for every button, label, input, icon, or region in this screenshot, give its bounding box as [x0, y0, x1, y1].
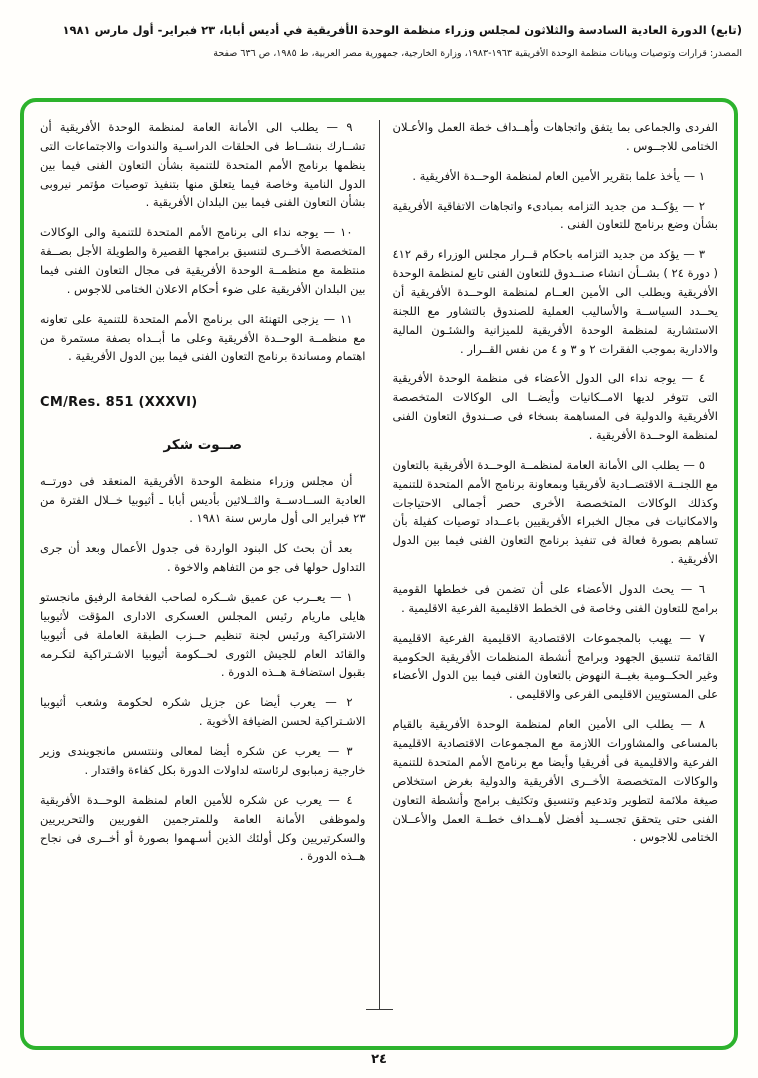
- paragraph: ٣ — يعرب عن شكره أيضا لمعالى وننتسس مانجويندى وزير خارجية زمبابوى لرئاسته لداولات الدورة بكل كفاءة واقتدار .: [40, 744, 366, 777]
- paragraph: ٩ — يطلب الى الأمانة العامة لمنظمة الوحدة الأفريقية أن تشــارك بنشــاط فى الحلقات الدراسـية والندوات والاجتماعات التى ينظمها برنامج الأمم المتحدة للتنمية بشأن التعاون الفنى فيما بين الدول النامية وخاصة فيما يتعلق منها بتنفيذ توصيات مؤتمر نيروبى بشأن التعاون الفنى فيما بين البلدان الأفريقية .: [40, 120, 366, 210]
- paragraph: ٤ — يوجه نداء الى الدول الأعضاء فى منظمة الوحدة الأفريقية التى تتوفر لديها الامــكانيات وأيضــا الى الوكالات المتخصصة الأفريقية والدولية فى المساهمة بسخاء فى صــندوق التعاون الفنى لمنظمة الوحــدة الأفريقية .: [392, 371, 718, 443]
- paragraph: ٥ — يطلب الى الأمانة العامة لمنظمــة الوحــدة الأفريقية بالتعاون مع اللجنــة الاقتصــادية لأفريقيا وبمعاونة برنامج الأمم المتحدة للتنمية وكذلك الوكالات المتخصصة الأخرى حصر أجمالى الاحتياجات والامكانيات فى مجال الخبراء الأفريقيين باعــداد توصيات كفيلة بأن تساهم بصورة فعالة فى تنفيذ برنامج التعاون الفنى فيما بين الدول الأفريقية .: [392, 457, 718, 567]
- header-source: المصدر: قرارات وتوصيات وبيانات منظمة الوحدة الأفريقية ١٩٦٣-١٩٨٣، وزارة الخارجية، جمهورية مصر العربية، ط ١٩٨٥، ص ٦٣٦ صفحة: [213, 48, 742, 60]
- two-column-layout: [40, 118, 718, 1036]
- column-divider: [379, 120, 380, 1010]
- header-title: (تابع) الدورة العادية السادسة والثلاثون لمجلس وزراء منظمة الوحدة الأفريقية في أديس أبابا، ٢٣ فبراير- أول مارس ١٩٨١: [62, 23, 742, 37]
- paragraph: بعد أن بحث كل البنود الواردة فى جدول الأعمال وبعد أن جرى التداول حولها فى جو من التفاهم والاخوة .: [40, 541, 366, 575]
- page-number: ٢٤: [371, 1052, 387, 1067]
- document-header: [16, 22, 742, 59]
- paragraph: ١٠ — يوجه نداء الى برنامج الأمم المتحدة للتنمية والى الوكالات المتخصصة الأخــرى لتنسيق برامجها القصيرة والطويلة الأجل بصــفة منتظمة مع منظمــة الوحدة الأفريقية فى مجال التعاون الفنى فيما بين البلدان الأفريقية على ضوء أحكام الاعلان الختامى للاجوس .: [40, 225, 366, 296]
- paragraph: ١ — يأخذ علما بتقرير الأمين العام لمنظمة الوحــدة الأفريقية .: [412, 168, 705, 183]
- paragraph: أن مجلس وزراء منظمة الوحدة الأفريقية المنعقد فى دورتــه العادية الســادســة والثــلاثين بأديس أبابا ـ أثيوبيا خــلال الفترة من ٢٣ فبراير الى أول مارس سنة ١٩٨١ .: [40, 473, 366, 526]
- paragraph: ١ — يعــرب عن عميق شــكره لصاحب الفخامة الرفيق مانجستو هايلى ماريام رئيس المجلس العسكرى الادارى المؤقت لأثيوبيا الاشتراكية ورئيس لجنة تنظيم حــزب الطبقة العاملة فى أثيوبيا والقائد العام للجيش الثورى لحــكومة أثيوبيا الاشـتراكية لتكـرمه بقبول استضافـة هــذه الدورة .: [40, 590, 366, 680]
- paragraph: الفردى والجماعى بما يتفق واتجاهات وأهــداف خطة العمل والأعـلان الختامى للاجــوس .: [392, 120, 718, 153]
- paragraph: ٢ — يؤكــد من جديد التزامه بمبادىء واتجاهات الاتفاقية الأفريقية بشأن وضع برنامج للتعاون الفنى .: [392, 198, 718, 232]
- paragraph: ١١ — يزجى التهنئة الى برنامج الأمم المتحدة للتنمية على تعاونه مع منظمــة الوحــدة الأفريقية وعلى ما أبــداه بصفة مستمرة من اهتمام ومساندة برنامج التعاون الفنى فيما بين الدول الأفريقية .: [40, 311, 366, 364]
- paragraph: ٧ — يهيب بالمجموعات الاقتصادية الاقليمية الفرعية الاقليمية القائمة تنسيق الجهود وبرامج أنشطة المنظمات الأفريقية الحكومية وغير الحكــومية بغيــة النهوض بالتعاون الفنى فيما بين الدول الأعضاء على المستويين الاقليمى الفرعى والاقليمى .: [392, 630, 718, 702]
- paragraph: ٤ — يعرب عن شكره للأمين العام لمنظمة الوحــدة الأفريقية ولموظفى الأمانة العامة وللمترجمين الفوريين والتحريريين والسكرتيريين وكل أولئك الذين أسـهموا بصورة أو أخــرى فى نجاح هــذه الدورة .: [40, 792, 366, 864]
- paragraph: ٨ — يطلب الى الأمين العام لمنظمة الوحدة الأفريقية بالقيام بالمساعى والمشاورات اللازمة مع المجموعات الاقتصادية الاقليمية الفرعية والاقليمية فى أفريقيا وأيضا مع برنامج الأمم المتحدة للتنمية والوكالات المتخصصة الأخــرى الأفريقية والدولية بغرض استخلاص صيغة ملائمة لتطوير وتدعيم وتنسيق وتكثيف برامج وأنشطة التعاون الفنى حتى يتحقق تجســيد أفضل لأهــداف خطــة العمل والأعــلان الختامى للاجوس .: [392, 717, 718, 845]
- paragraph: ٦ — يحث الدول الأعضاء على أن تضمن فى خططها القومية برامج للتعاون الفنى وخاصة فى الخطط الاقليمية الفرعية الاقليمية .: [392, 582, 718, 615]
- paragraph: ٣ — يؤكد من جديد التزامه باحكام قــرار مجلس الوزراء رقم ٤١٢ ( دورة ٢٤ ) بشــأن انشاء صنــدوق للتعاون الفنى تابع لمنظمة الوحدة الأفريقية ويطلب الى الأمين العــام لمنظمة الوحــدة الأفريقية أن يحــدد السياســة والأساليب العملية للصندوق بالتشاور مع اللجنة الاستشارية لمنظمة الوحدة الأفريقية للميزانية والشئـون المالية والادارية بموجب الفقرات ٢ و ٣ و ٤ من نفس القــرار .: [392, 247, 718, 356]
- content-border-box: [20, 98, 738, 1050]
- section-title: صــوت شكر: [163, 436, 243, 453]
- paragraph: ٢ — يعرب أيضا عن جزيل شكره لحكومة وشعب أثيوبيا الاشـتراكية لحسن الضيافة الأخوية .: [40, 695, 366, 729]
- column-left: [40, 118, 379, 1036]
- resolution-id: CM/Res. 851 (XXXVI): [40, 395, 198, 411]
- column-right: [380, 118, 719, 1036]
